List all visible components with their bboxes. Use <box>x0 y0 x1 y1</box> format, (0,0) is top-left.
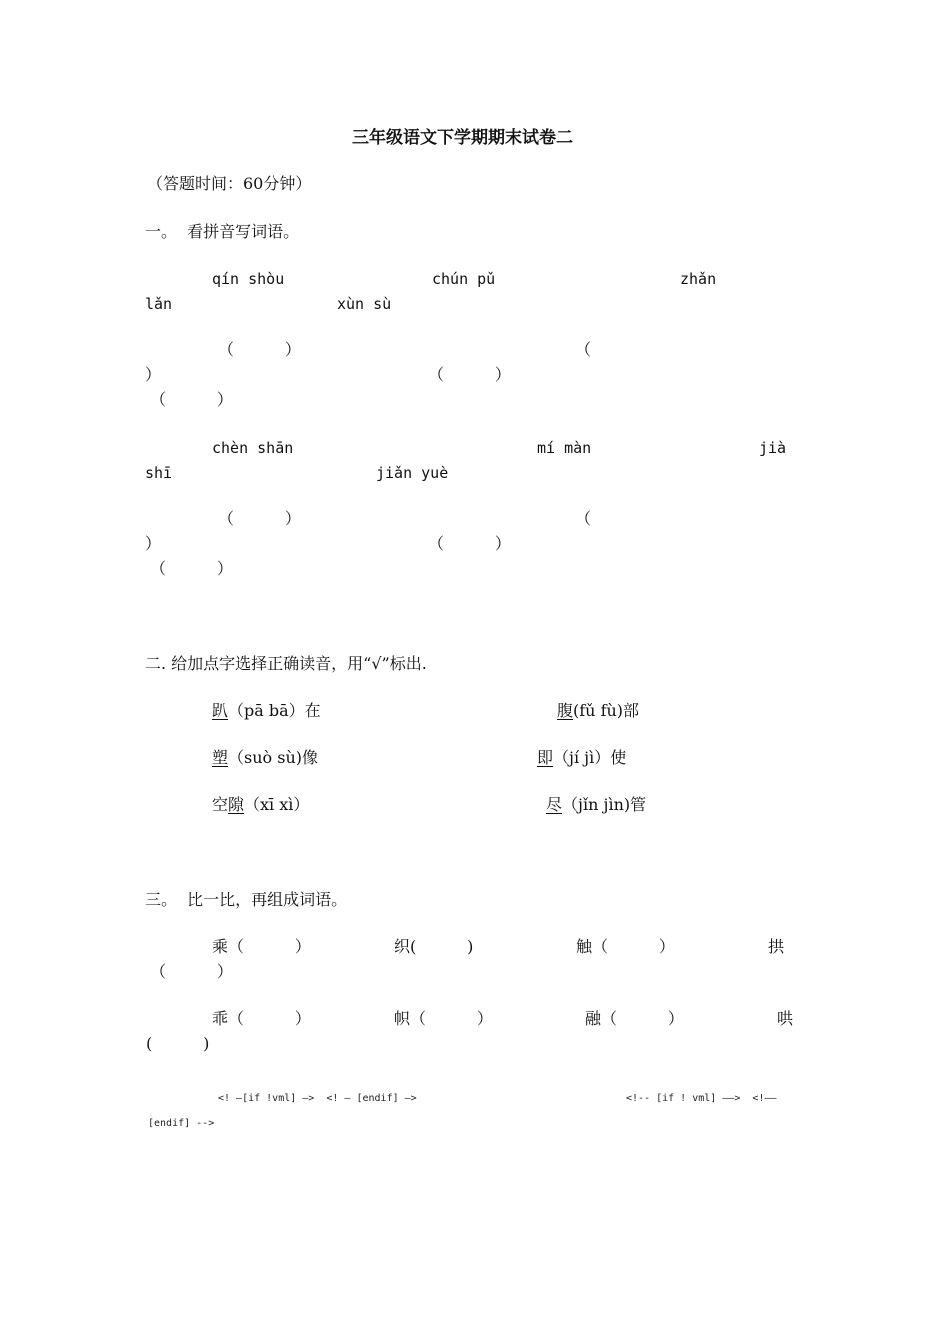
vml-comment-left: <! —[if !vml] —> <! — [endif] —> <box>218 1093 417 1104</box>
document-title: 三年级语文下学期期末试卷二 <box>352 128 573 148</box>
dotted-char: 即 <box>537 748 554 767</box>
pronunciation-item[interactable] <box>546 795 646 815</box>
compare-item-continued[interactable]: ( ) <box>146 1034 210 1053</box>
pronunciation-options: （pā bā）在 <box>228 701 321 720</box>
pronunciation-item[interactable] <box>212 748 318 768</box>
answer-blank-2-close[interactable]: ） <box>145 365 162 384</box>
dotted-char: 腹 <box>557 701 574 720</box>
vml-comment-right: <!-- [if ! vml] ——> <!—— <box>626 1093 777 1104</box>
pronunciation-item[interactable] <box>212 701 321 721</box>
answer-blank-7[interactable]: （ ） <box>428 534 511 553</box>
dotted-char: 隙 <box>228 795 245 814</box>
section-1-heading: 一。 看拼音写词语。 <box>145 222 300 241</box>
pronunciation-options: (fǔ fù)部 <box>573 701 640 720</box>
compare-item[interactable]: 哄 <box>777 1009 794 1028</box>
word-prefix: 空 <box>212 795 229 814</box>
answer-blank-2-open[interactable]: （ <box>575 340 592 359</box>
compare-item[interactable]: 融（ ） <box>585 1009 684 1028</box>
dotted-char: 趴 <box>212 701 229 720</box>
compare-item-continued[interactable]: （ ） <box>150 962 233 981</box>
answer-blank-6-open[interactable]: （ <box>575 509 592 528</box>
answer-blank-3[interactable]: （ ） <box>428 365 511 384</box>
answer-blank-6-close[interactable]: ） <box>145 534 162 553</box>
pinyin-1: qín shòu <box>212 270 285 288</box>
answer-blank-5[interactable]: （ ） <box>218 509 301 528</box>
compare-item[interactable]: 乖（ ） <box>212 1009 311 1028</box>
compare-item[interactable]: 拱 <box>768 937 785 956</box>
answer-blank-4[interactable]: （ ） <box>150 390 233 409</box>
pinyin-5: chèn shān <box>212 439 294 457</box>
pronunciation-item[interactable] <box>212 795 309 815</box>
dotted-char: 尽 <box>546 795 563 814</box>
compare-item[interactable]: 乘（ ） <box>212 937 311 956</box>
pinyin-3a: zhǎn <box>680 270 717 288</box>
pronunciation-item[interactable] <box>557 701 639 721</box>
pinyin-4: xùn sù <box>337 295 392 313</box>
compare-item[interactable]: 帜（ ） <box>394 1009 493 1028</box>
vml-comment-end: [endif] --> <box>148 1118 215 1129</box>
pinyin-8: jiǎn yuè <box>376 464 449 482</box>
pinyin-6: mí màn <box>537 439 592 457</box>
pinyin-3b: lǎn <box>145 295 173 313</box>
pinyin-2: chún pǔ <box>432 270 496 288</box>
compare-item[interactable]: 触（ ） <box>576 937 675 956</box>
answer-blank-1[interactable]: （ ） <box>218 340 301 359</box>
pronunciation-item[interactable] <box>537 748 626 768</box>
answer-blank-8[interactable]: （ ） <box>150 559 233 578</box>
time-note: （答题时间：60分钟） <box>147 174 312 193</box>
section-2-heading: 二. 给加点字选择正确读音，用“√”标出. <box>145 654 427 673</box>
pronunciation-options: （jǐn jìn)管 <box>562 795 647 814</box>
pinyin-7a: jià <box>759 439 787 457</box>
dotted-char: 塑 <box>212 748 229 767</box>
pronunciation-options: （suò sù)像 <box>228 748 319 767</box>
compare-item[interactable]: 织( ) <box>394 937 474 956</box>
pronunciation-options: （jí jì）使 <box>553 748 627 767</box>
pinyin-7b: shī <box>145 464 173 482</box>
section-3-heading: 三。 比一比，再组成词语。 <box>145 890 348 909</box>
pronunciation-options: （xī xì） <box>244 795 310 814</box>
